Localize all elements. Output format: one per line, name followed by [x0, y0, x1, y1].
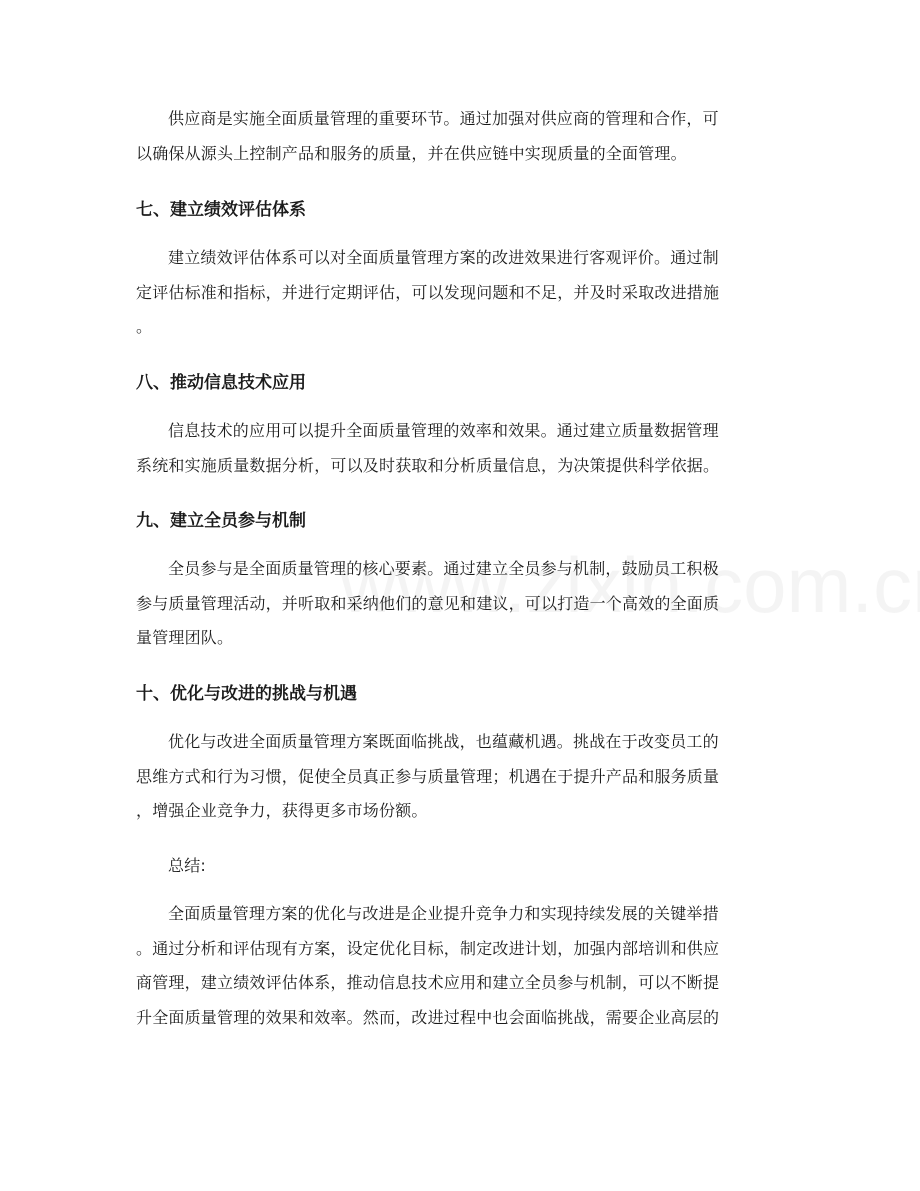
paragraph-line: 思维方式和行为习惯，促使全员真正参与质量管理；机遇在于提升产品和服务质量: [136, 766, 720, 786]
section-heading-10: 十、优化与改进的挑战与机遇: [136, 684, 357, 704]
paragraph-it: [136, 414, 786, 483]
summary-label: 总结:: [168, 856, 206, 875]
paragraph-line: 定评估标准和指标，并进行定期评估，可以发现问题和不足，并及时采取改进措施: [136, 282, 720, 302]
section-heading-8: 八、推动信息技术应用: [136, 373, 306, 393]
paragraph-line: 升全面质量管理的效果和效率。然而，改进过程中也会面临挑战，需要企业高层的: [136, 1007, 720, 1027]
paragraph-supplier: [136, 102, 786, 171]
paragraph-line: 供应商是实施全面质量管理的重要环节。通过加强对供应商的管理和合作，可: [168, 109, 719, 128]
paragraph-line: 优化与改进全面质量管理方案既面临挑战，也蕴藏机遇。挑战在于改变员工的: [168, 732, 719, 751]
paragraph-line: 系统和实施质量数据分析，可以及时获取和分析质量信息，为决策提供科学依据。: [136, 455, 720, 475]
paragraph-line: 信息技术的应用可以提升全面质量管理的效率和效果。通过建立质量数据管理: [168, 421, 719, 440]
paragraph-line: ，增强企业竞争力，获得更多市场份额。: [136, 801, 428, 820]
paragraph-performance: [136, 241, 786, 345]
paragraph-line: 参与质量管理活动，并听取和采纳他们的意见和建议，可以打造一个高效的全面质: [136, 593, 720, 613]
paragraph-participation: [136, 552, 786, 656]
paragraph-line: 全面质量管理方案的优化与改进是企业提升竞争力和实现持续发展的关键举措: [168, 904, 719, 923]
paragraph-line: 量管理团队。: [136, 628, 234, 647]
paragraph-line: 商管理，建立绩效评估体系，推动信息技术应用和建立全员参与机制，可以不断提: [136, 973, 720, 992]
paragraph-line: 。: [136, 317, 153, 336]
paragraph-summary: [136, 897, 786, 1035]
paragraph-line: 全员参与是全面质量管理的核心要素。通过建立全员参与机制，鼓励员工积极: [168, 559, 719, 578]
section-heading-9: 九、建立全员参与机制: [136, 511, 306, 531]
paragraph-challenges: [136, 725, 786, 829]
paragraph-line: 建立绩效评估体系可以对全面质量管理方案的改进效果进行客观评价。通过制: [168, 248, 719, 267]
paragraph-line: 。通过分析和评估现有方案，设定优化目标，制定改进计划，加强内部培训和供应: [136, 938, 720, 958]
paragraph-line: 以确保从源头上控制产品和服务的质量，并在供应链中实现质量的全面管理。: [136, 143, 687, 163]
summary-label-block: [136, 849, 786, 884]
section-heading-7: 七、建立绩效评估体系: [136, 200, 306, 220]
